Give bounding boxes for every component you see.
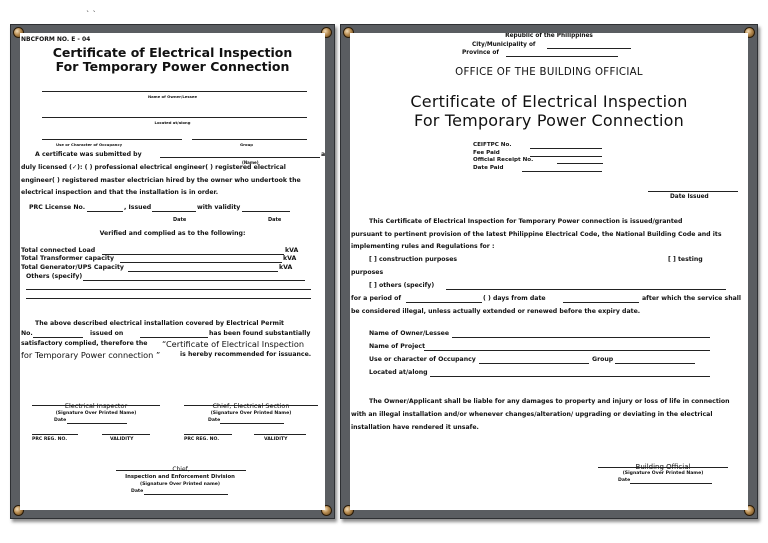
group-line xyxy=(192,139,307,140)
r-owner-label: Name of Owner/Lessee xyxy=(369,330,450,337)
inspector-date-line xyxy=(67,423,127,424)
city-label: City/Municipality of xyxy=(472,42,536,48)
period-days: ( ) days from date xyxy=(483,295,546,302)
prc-issued-line xyxy=(152,211,196,212)
prc-validity-line xyxy=(242,211,290,212)
chief-section-role: Chief, Electrical Section xyxy=(212,402,290,410)
load-generator-unit: kVA xyxy=(279,264,293,271)
name-label: (Name) xyxy=(242,160,259,165)
fee-line xyxy=(530,156,602,157)
para1-line2: duly licensed (✓): ( ) professional electrical engineer( ) registered electrical xyxy=(21,164,286,171)
chief-section-validity: VALIDITY xyxy=(264,437,288,442)
chief-section-date: Date xyxy=(208,418,221,423)
ceiftpc-line xyxy=(530,148,602,149)
check-testing: [ ] testing xyxy=(668,256,703,263)
inspector-validity: VALIDITY xyxy=(110,437,134,442)
inspector-role: Electrical Inspector xyxy=(64,402,128,410)
r-location-label: Located at/along xyxy=(369,369,428,376)
period-label: for a period of xyxy=(351,295,402,302)
para2-line3: satisfactory complied, therefore the xyxy=(21,340,148,347)
official-date: Date xyxy=(618,478,631,483)
inspector-prc: PRC REG. NO. xyxy=(32,437,68,442)
period-expiry: be considered illegal, unless actually extended or renewed before the expiry date. xyxy=(351,308,641,315)
para2-cert-name2: for Temporary Power connection ” xyxy=(21,350,161,360)
load-transformer: Total Transformer capacity xyxy=(21,255,114,262)
location-label: Located at/along xyxy=(154,120,191,125)
para2-line4: is hereby recommended for issuance. xyxy=(180,351,312,358)
check-construction: [ ] construction purposes xyxy=(369,256,458,263)
chief-section-validity-line xyxy=(254,434,306,435)
form-number: NBCFORM NO. E - 04 xyxy=(21,36,91,43)
r-owner-line xyxy=(452,337,710,338)
prc-line xyxy=(87,211,123,212)
owner-label: Name of Owner/Lessee xyxy=(147,94,198,99)
prc-date2: Date xyxy=(268,217,282,223)
para1-line3: engineer( ) registered master electrician hired by the owner who undertook the xyxy=(21,177,301,184)
chief-section-prc: PRC REG. NO. xyxy=(184,437,220,442)
official-date-line xyxy=(630,483,712,484)
para1-line4: electrical inspection and that the installation is in order. xyxy=(21,189,219,196)
republic-text: Republic of the Philippines xyxy=(505,33,593,39)
r-location-line xyxy=(430,376,710,377)
load-connected-unit: kVA xyxy=(285,247,299,254)
left-title-line2: For Temporary Power Connection xyxy=(55,59,290,74)
occupancy-label: Use or Character of Occupancy xyxy=(56,142,123,147)
others-line1 xyxy=(83,280,305,281)
r-para1-line1: This Certificate of Electrical Inspection for Temporary Power connection is issued/granted xyxy=(369,218,683,225)
chief-section-sig: (Signature Over Printed Name) xyxy=(210,411,292,416)
occupancy-line xyxy=(42,139,182,140)
check-others: [ ] others (specify) xyxy=(369,282,435,289)
date-issued-line xyxy=(648,191,738,192)
load-connected: Total connected Load xyxy=(21,247,96,254)
owner-line xyxy=(42,91,307,92)
load-connected-line xyxy=(102,254,284,255)
load-generator: Total Generator/UPS Capacity xyxy=(21,264,124,271)
r-para2-line3: installation have rendered it unsafe. xyxy=(351,424,479,431)
permit-no-line xyxy=(33,337,83,338)
chief-division-date-line xyxy=(144,494,228,495)
fee-label: Fee Paid xyxy=(473,150,500,156)
prc-validity: with validity xyxy=(197,204,241,211)
inspector-validity-line xyxy=(102,434,150,435)
chief-division-role: Chief, xyxy=(172,466,190,473)
receipt-line xyxy=(557,163,603,164)
r-para2-line1: The Owner/Applicant shall be liable for any damages to property and injury or loss of life in connection xyxy=(369,398,730,405)
para2-cert-name: “Certificate of Electrical Inspection xyxy=(162,339,305,349)
inspector-prc-line xyxy=(32,434,78,435)
province-label: Province of xyxy=(462,50,499,56)
inspector-date: Date xyxy=(54,418,67,423)
office-title: OFFICE OF THE BUILDING OFFICIAL xyxy=(455,67,643,78)
load-others: Others (specify) xyxy=(26,273,83,280)
left-certificate-board xyxy=(10,24,335,519)
chief-division-sig: (Signature Over Printed name) xyxy=(139,482,221,487)
r-occupancy-line xyxy=(479,363,589,364)
receipt-label: Official Receipt No. xyxy=(473,157,534,163)
left-certificate-sheet xyxy=(20,33,325,510)
r-occupancy-label: Use or character of Occupancy xyxy=(369,356,476,363)
location-line xyxy=(42,117,307,118)
chief-division-name: Inspection and Enforcement Division xyxy=(125,474,235,480)
r-group-line xyxy=(615,363,695,364)
prc-issued: , Issued xyxy=(124,204,152,211)
chief-section-date-line xyxy=(220,423,284,424)
r-para1-line3: implementing rules and Regulations for : xyxy=(351,243,495,250)
para1-line1-end: a xyxy=(321,151,325,158)
r-para1-line2: pursuant to pertinent provision of the latest Philippine Electrical Code, the National Building Code and its xyxy=(351,231,722,238)
period-date-line xyxy=(563,302,639,303)
others-line3 xyxy=(26,298,311,299)
others-specify-line xyxy=(446,289,726,290)
r-group-label: Group xyxy=(592,356,614,363)
prc-date1: Date xyxy=(173,217,187,223)
chief-section-prc-line xyxy=(184,434,232,435)
right-certificate-sheet xyxy=(350,33,748,510)
issued-on-line xyxy=(140,337,208,338)
para2-issued-on: issued on xyxy=(90,330,124,337)
load-transformer-unit: kVA xyxy=(283,255,297,262)
left-title-line1: Certificate of Electrical Inspection xyxy=(52,45,293,60)
right-certificate-board xyxy=(340,24,758,519)
city-line xyxy=(547,48,631,49)
official-role: Building Official xyxy=(635,463,691,471)
inspector-sig: (Signature Over Printed Name) xyxy=(55,411,137,416)
load-generator-line xyxy=(128,271,278,272)
date-paid-label: Date Paid xyxy=(473,165,504,171)
para2-line1: The above described electrical installation covered by Electrical Permit xyxy=(35,320,285,327)
period-after: after which the service shall xyxy=(642,295,742,302)
r-para2-line2: with an illegal installation and/or whenever changes/alteration/ upgrading or deviating in the electrical xyxy=(351,411,713,418)
load-transformer-line xyxy=(120,262,282,263)
para2-found: has been found substantially xyxy=(209,330,311,337)
period-line xyxy=(406,302,482,303)
prc-label: PRC License No. xyxy=(29,204,86,211)
group-label: Group xyxy=(240,142,254,147)
para2-permit-no: No. xyxy=(21,330,33,337)
verified-text: Verified and complied as to the following: xyxy=(99,230,246,237)
r-project-label: Name of Project xyxy=(369,343,426,350)
stray-mark: ` ` xyxy=(86,10,97,19)
para1-line1: A certificate was submitted by xyxy=(35,151,142,158)
r-project-line xyxy=(424,350,710,351)
right-title-line2: For Temporary Power Connection xyxy=(413,111,685,130)
right-title-line1: Certificate of Electrical Inspection xyxy=(410,92,688,111)
date-paid-line xyxy=(522,171,602,172)
ceiftpc-label: CEIFTPC No. xyxy=(473,142,512,148)
check-purposes: purposes xyxy=(351,269,384,276)
chief-division-date: Date xyxy=(131,489,144,494)
others-line2 xyxy=(26,289,311,290)
province-line xyxy=(506,56,618,57)
submitter-line xyxy=(160,157,320,158)
official-sig: (Signature Over Printed Name) xyxy=(622,471,704,476)
date-issued-label: Date Issued xyxy=(670,194,709,200)
